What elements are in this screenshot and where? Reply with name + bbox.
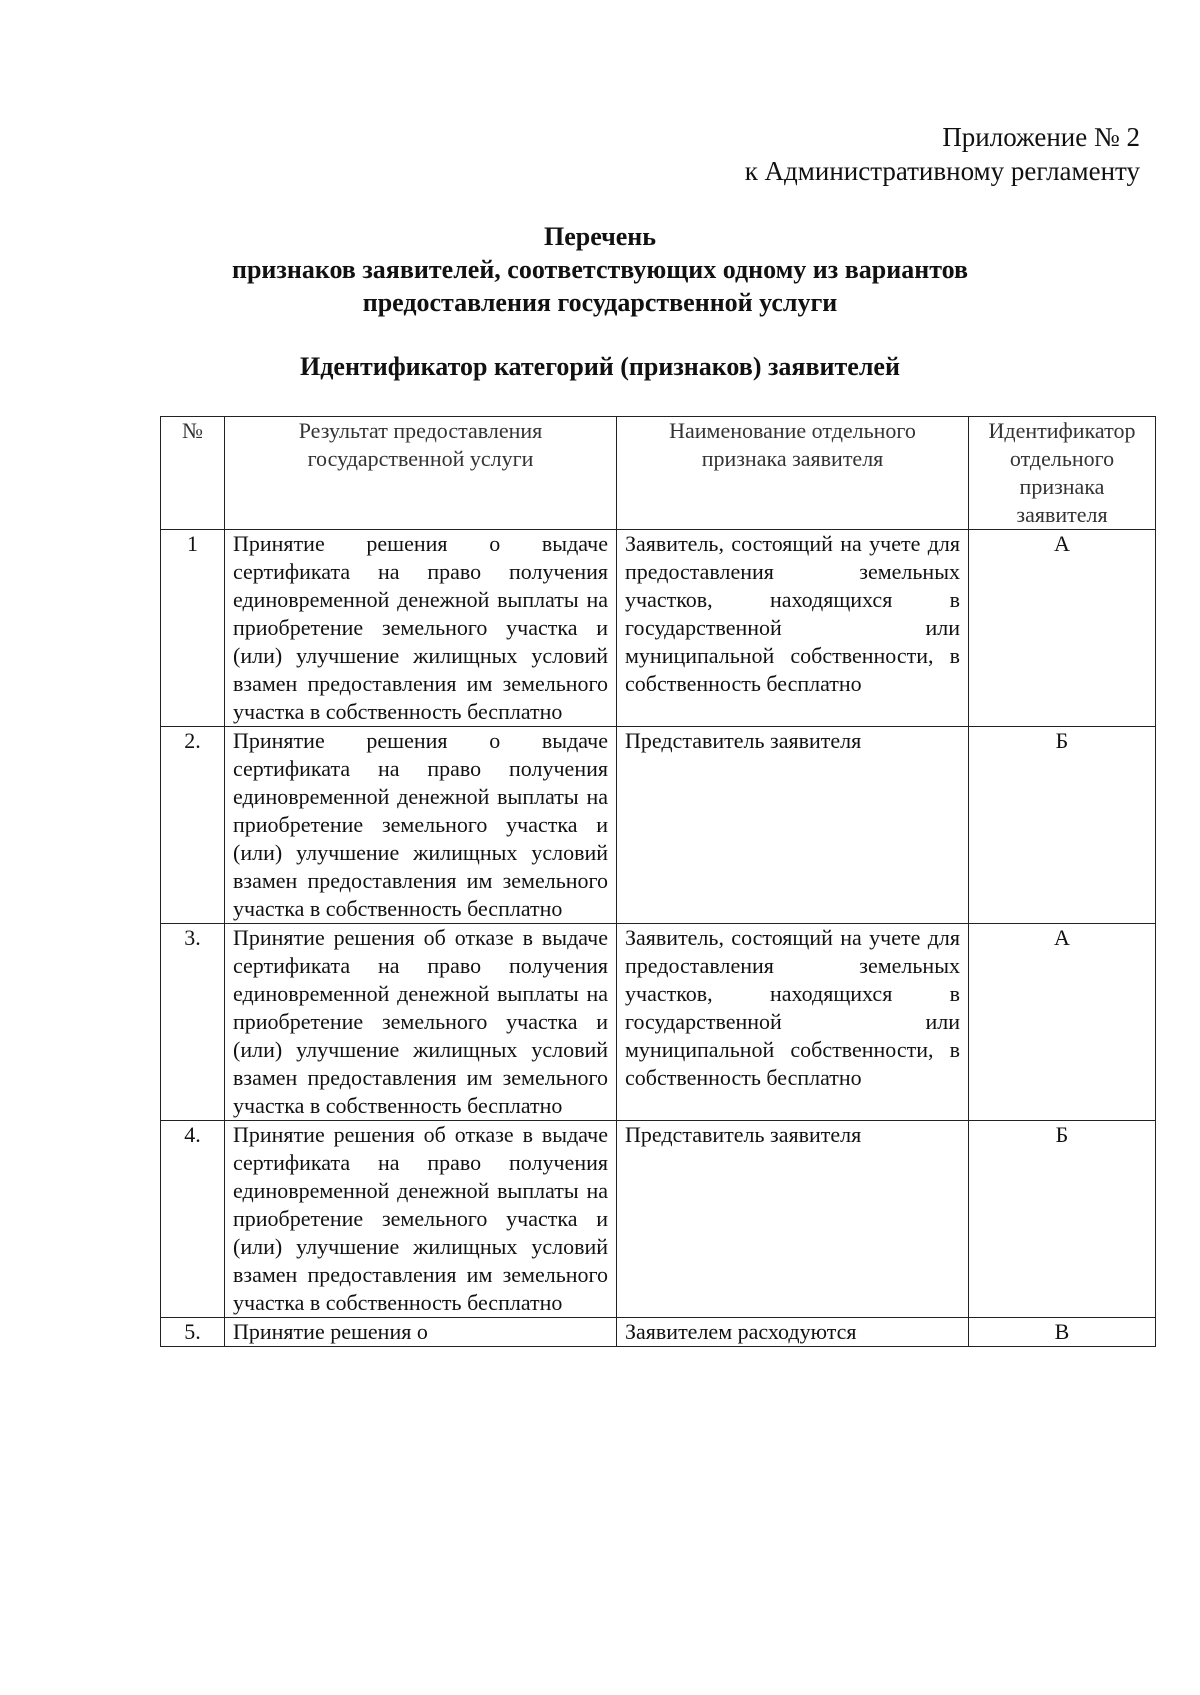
row-attribute: Заявитель, состоящий на учете для предоставления земельных участков, находящихся в государственной или муниципальной собственности, в собственность бесплатно	[617, 924, 969, 1121]
header-attribute-id: Идентификатор отдельного признака заявителя	[969, 417, 1156, 530]
row-attribute: Представитель заявителя	[617, 1121, 969, 1318]
header-number: №	[161, 417, 225, 530]
row-identifier: Б	[969, 727, 1156, 924]
applicant-attributes-table	[160, 416, 1156, 1347]
row-number: 4.	[161, 1121, 225, 1318]
row-identifier: А	[969, 924, 1156, 1121]
row-identifier: В	[969, 1318, 1156, 1347]
appendix-reference: к Административному регламенту	[744, 156, 1140, 186]
title-line-3: предоставления государственной услуги	[362, 288, 838, 317]
row-attribute: Представитель заявителя	[617, 727, 969, 924]
appendix-number: Приложение № 2	[942, 122, 1140, 152]
table-subtitle: Идентификатор категорий (признаков) заявителей	[300, 352, 900, 381]
table-row	[161, 1121, 1156, 1318]
table-header-row	[161, 417, 1156, 530]
row-result: Принятие решения об отказе в выдаче сертификата на право получения единовременной денежной выплаты на приобретение земельного участка и (или) улучшение жилищных условий взамен предоставления им земельного участка в собственность бесплатно	[225, 1121, 617, 1318]
table-row	[161, 727, 1156, 924]
row-number: 2.	[161, 727, 225, 924]
title-line-1: Перечень	[543, 222, 657, 251]
row-result: Принятие решения об отказе в выдаче сертификата на право получения единовременной денежной выплаты на приобретение земельного участка и (или) улучшение жилищных условий взамен предоставления им земельного участка в собственность бесплатно	[225, 924, 617, 1121]
appendix-header	[745, 120, 1140, 188]
row-number: 1	[161, 530, 225, 727]
header-result: Результат предоставления государственной услуги	[225, 417, 617, 530]
title-line-2: признаков заявителей, соответствующих одному из вариантов	[231, 255, 969, 284]
row-attribute: Заявителем расходуются	[617, 1318, 969, 1347]
table-row	[161, 530, 1156, 727]
row-identifier: А	[969, 530, 1156, 727]
row-number: 3.	[161, 924, 225, 1121]
document-title	[0, 220, 1200, 319]
row-number: 5.	[161, 1318, 225, 1347]
row-result: Принятие решения о	[225, 1318, 617, 1347]
header-attribute-name: Наименование отдельного признака заявителя	[617, 417, 969, 530]
table-row	[161, 1318, 1156, 1347]
row-identifier: Б	[969, 1121, 1156, 1318]
row-result: Принятие решения о выдаче сертификата на право получения единовременной денежной выплаты на приобретение земельного участка и (или) улучшение жилищных условий взамен предоставления им земельного участка в собственность бесплатно	[225, 530, 617, 727]
table-row	[161, 924, 1156, 1121]
row-result: Принятие решения о выдаче сертификата на право получения единовременной денежной выплаты на приобретение земельного участка и (или) улучшение жилищных условий взамен предоставления им земельного участка в собственность бесплатно	[225, 727, 617, 924]
row-attribute: Заявитель, состоящий на учете для предоставления земельных участков, находящихся в государственной или муниципальной собственности, в собственность бесплатно	[617, 530, 969, 727]
